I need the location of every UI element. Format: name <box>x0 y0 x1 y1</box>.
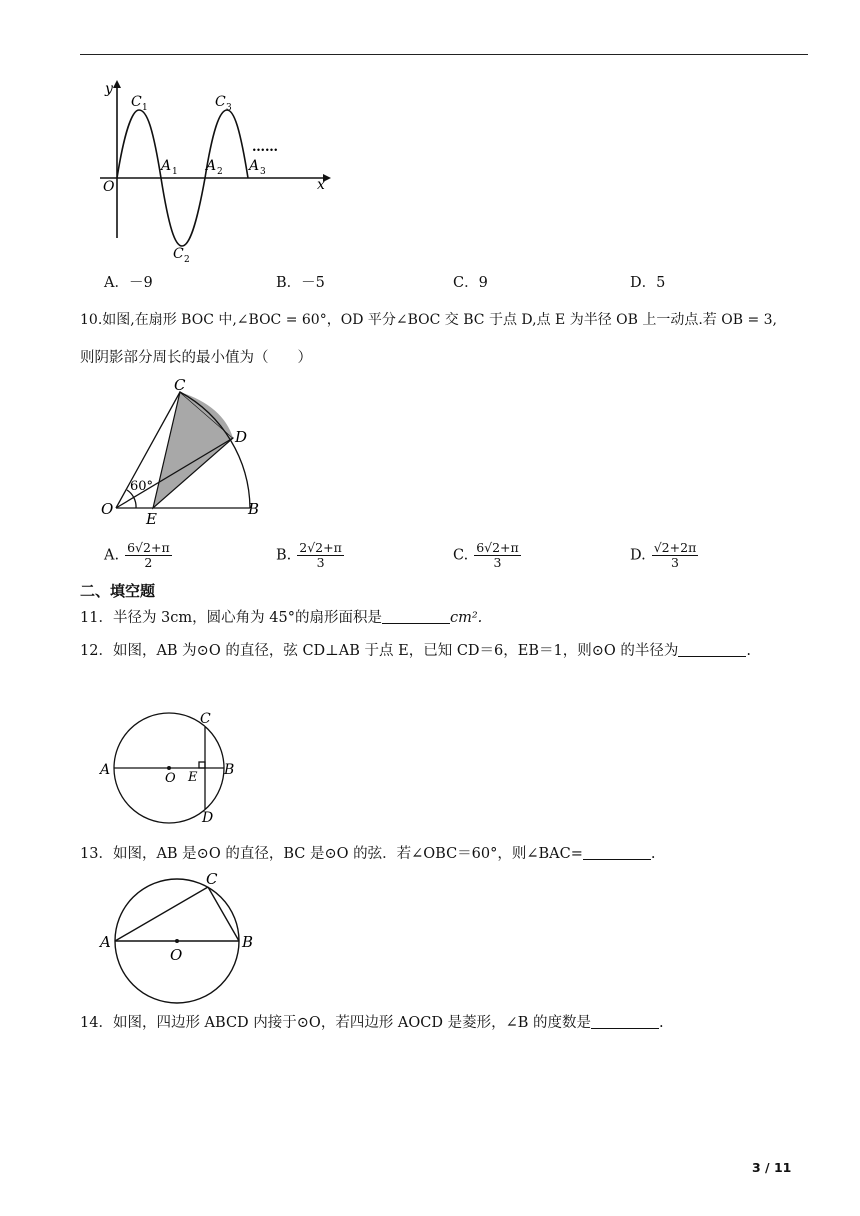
label-E: E <box>146 510 157 526</box>
label-O: O <box>170 946 183 964</box>
q9-option-c: C．9 <box>453 275 488 291</box>
q13-blank <box>583 845 651 860</box>
svg-text:3: 3 <box>260 167 266 177</box>
svg-text:2: 2 <box>217 167 223 177</box>
q10-option-c: C. $\frac{6√2+\pi}{3}$ <box>453 540 519 570</box>
section-heading: 二、填空题 <box>80 582 156 600</box>
label-O: O <box>103 179 115 195</box>
q10-sector-figure <box>98 376 273 526</box>
q9-option-a: A．－9 <box>104 275 153 291</box>
label-x: x <box>317 177 325 193</box>
label-E: E <box>188 770 198 785</box>
label-C2: C <box>173 246 184 262</box>
label-A: A <box>100 762 111 778</box>
header-rule <box>80 54 808 55</box>
label-B: B <box>248 500 260 518</box>
shaded-region <box>153 392 233 508</box>
q13-text: 13．如图，AB 是⊙O 的直径，BC 是⊙O 的弦．若∠OBC＝60°，则∠BAC= . <box>80 846 656 862</box>
angle-label: 60° <box>130 479 154 494</box>
q9-sine-graph <box>95 78 340 263</box>
label-D: D <box>235 428 248 446</box>
label-y: y <box>105 81 113 97</box>
q10-option-a: A. $\frac{6√2+\pi}{2}$ <box>104 540 170 570</box>
svg-text:1: 1 <box>172 167 178 177</box>
ellipsis: …… <box>252 140 278 155</box>
label-C: C <box>206 870 218 888</box>
label-D: D <box>202 810 214 826</box>
q12-blank <box>678 642 746 657</box>
svg-text:1: 1 <box>142 103 148 113</box>
q11-blank <box>382 609 450 624</box>
q14-blank <box>591 1014 659 1029</box>
label-A: A <box>100 933 111 951</box>
q9-option-d: D．5 <box>630 275 666 291</box>
label-A2: A <box>206 158 217 174</box>
q13-circle-figure <box>96 870 261 1005</box>
q10-text-line2: 则阴影部分周长的最小值为（ ） <box>80 350 312 366</box>
q11-text: 11．半径为 3cm，圆心角为 45°的扇形面积是 cm². <box>80 610 483 626</box>
svg-text:3: 3 <box>226 103 232 113</box>
q12-text: 12．如图，AB 为⊙O 的直径，弦 CD⊥AB 于点 E，已知 CD＝6，EB＝1，则⊙O 的半径为 . <box>80 643 752 659</box>
label-B: B <box>242 933 254 951</box>
q14-text: 14．如图，四边形 ABCD 内接于⊙O，若四边形 AOCD 是菱形，∠B 的度数是 . <box>80 1015 664 1031</box>
label-A3: A <box>249 158 260 174</box>
q10-option-d: D. $\frac{√2+2\pi}{3}$ <box>630 540 697 570</box>
label-A1: A <box>161 158 172 174</box>
label-C: C <box>200 711 211 727</box>
page-number: 3 / 11 <box>752 1160 792 1175</box>
label-C: C <box>174 376 186 394</box>
label-C3: C <box>215 94 226 110</box>
label-B: B <box>224 762 235 778</box>
label-O: O <box>165 771 176 786</box>
q12-circle-figure <box>96 705 246 827</box>
q9-option-b: B．－5 <box>276 275 325 291</box>
svg-text:2: 2 <box>184 255 190 263</box>
label-O: O <box>101 500 114 518</box>
label-C1: C <box>131 94 142 110</box>
q10-option-b: B. $\frac{2√2+\pi}{3}$ <box>276 540 342 570</box>
q10-text-line1: 10.如图,在扇形 BOC 中,∠BOC = 60°，OD 平分∠BOC 交 BC 于点 D,点 E 为半径 OB 上一动点.若 OB = 3, <box>80 312 778 328</box>
